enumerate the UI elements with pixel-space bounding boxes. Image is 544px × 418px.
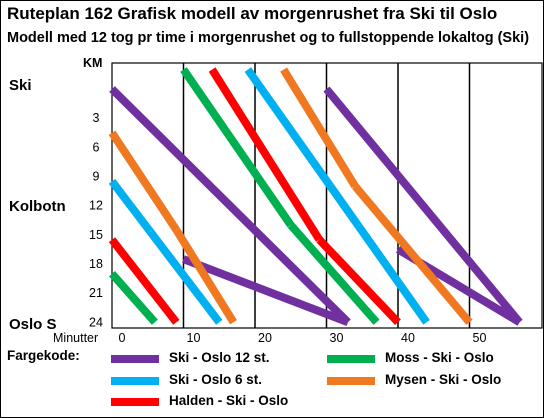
chart-series [112, 70, 520, 323]
x-tick-label: 30 [329, 331, 344, 345]
page-title: Ruteplan 162 Grafisk modell av morgenrushet fra Ski til Oslo [7, 4, 498, 23]
x-tick-label: 10 [186, 331, 201, 345]
legend-swatch [111, 377, 159, 385]
y-tick-label: 12 [89, 198, 103, 213]
x-axis-label: Minutter [53, 331, 99, 345]
legend-swatch [327, 355, 375, 363]
legend-label: Ski - Oslo 12 st. [169, 350, 270, 365]
legend-label: Mysen - Ski - Oslo [385, 372, 502, 387]
x-tick-label: 0 [118, 331, 126, 345]
x-tick-label: 40 [401, 331, 415, 345]
y-axis-label: KM [83, 56, 103, 70]
y-tick-label: 6 [92, 140, 100, 155]
x-tick-label: 20 [258, 331, 272, 345]
legend-item-mysen-ski-oslo [327, 371, 537, 391]
legend-swatch [111, 355, 159, 363]
legend-swatch [327, 377, 375, 385]
station-label-ski: Ski [9, 77, 32, 94]
legend-title: Fargekode: [7, 348, 80, 363]
legend-label: Ski - Oslo 6 st. [169, 372, 263, 387]
legend-label: Halden - Ski - Oslo [169, 393, 289, 408]
page-subtitle: Modell med 12 tog pr time i morgenrushet og to fullstoppende lokaltog (Ski) [7, 30, 530, 46]
legend-swatch [111, 398, 159, 406]
station-label-kolbotn: Kolbotn [9, 198, 66, 215]
y-tick-label: 3 [92, 111, 100, 126]
y-tick-label: 15 [89, 227, 103, 242]
station-label-oslo: Oslo S [9, 316, 57, 333]
legend-item-moss-ski-oslo [327, 349, 537, 369]
train-path [112, 181, 219, 322]
legend-item-halden-ski-oslo [111, 392, 331, 412]
y-tick-label: 9 [92, 169, 100, 184]
legend-label: Moss - Ski - Oslo [385, 350, 494, 365]
legend-item-ski-oslo-6 [111, 371, 311, 391]
chart-grid [112, 63, 542, 328]
train-path [327, 89, 520, 322]
train-path [184, 70, 291, 226]
legend-item-ski-oslo-12 [111, 349, 311, 369]
y-tick-label: 24 [89, 315, 103, 330]
y-tick-label: 21 [89, 286, 103, 301]
x-tick-label: 50 [472, 331, 487, 345]
y-tick-label: 18 [89, 256, 103, 271]
